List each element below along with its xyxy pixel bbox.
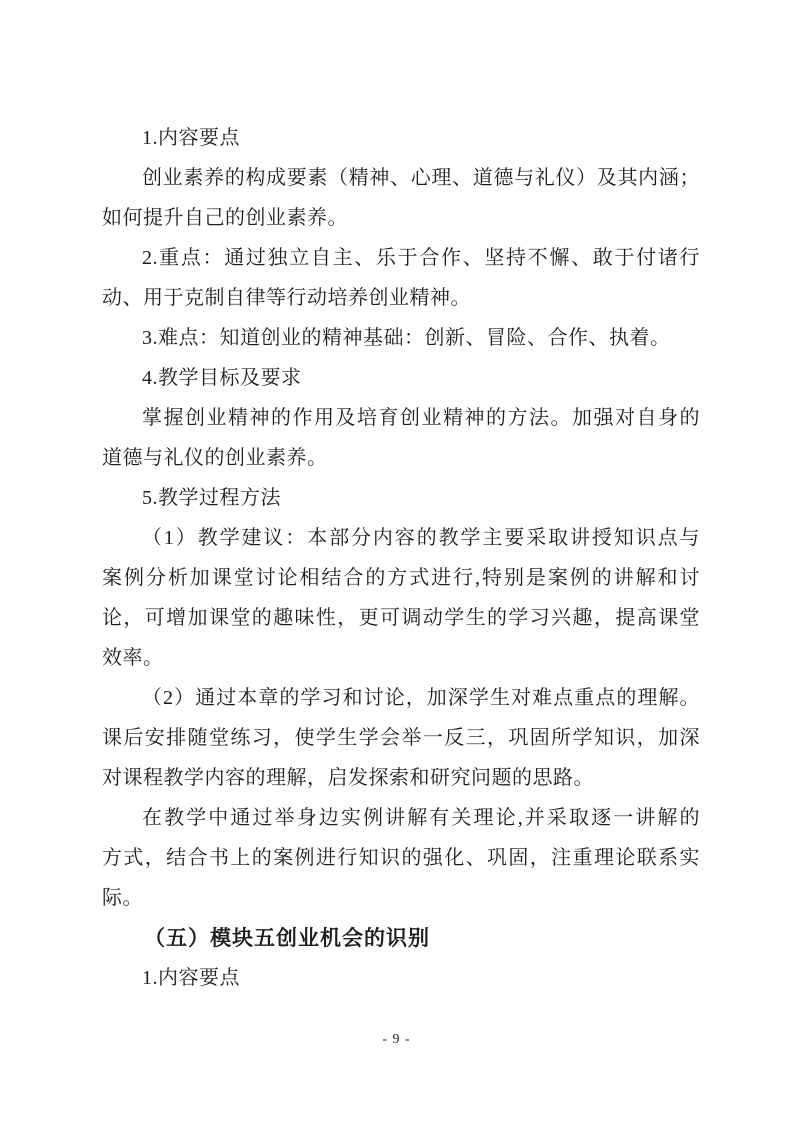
text-line: 在教学中通过举身边实例讲解有关理论,并采取逐一讲解的	[142, 807, 700, 829]
text-line: 4.教学目标及要求	[142, 367, 302, 389]
text-line: 课后安排随堂练习，使学生学会举一反三，巩固所学知识，加深	[102, 727, 700, 749]
page-body	[102, 118, 700, 998]
text-line: （2）通过本章的学习和讨论，加深学生对难点重点的理解。	[142, 687, 700, 709]
text-line: 1.内容要点	[142, 967, 240, 989]
text-line: 案例分析加课堂讨论相结合的方式进行,特别是案例的讲解和讨	[102, 567, 700, 589]
text-line: 方式，结合书上的案例进行知识的强化、巩固，注重理论联系实	[102, 847, 700, 869]
text-line: 际。	[102, 887, 143, 909]
section-heading: （五）模块五创业机会的识别	[144, 926, 430, 950]
text-line: （1）教学建议：本部分内容的教学主要采取讲授知识点与	[142, 527, 700, 549]
page-number: - 9 -	[382, 1032, 411, 1047]
text-line: 如何提升自己的创业素养。	[102, 207, 348, 229]
text-line: 效率。	[102, 647, 164, 669]
text-line: 1.内容要点	[142, 127, 240, 149]
text-line: 2.重点：通过独立自主、乐于合作、坚持不懈、敢于付诸行	[142, 247, 700, 269]
text-line: 掌握创业精神的作用及培育创业精神的方法。加强对自身的	[142, 407, 700, 429]
text-line: 动、用于克制自律等行动培养创业精神。	[102, 287, 471, 309]
text-line: 5.教学过程方法	[142, 487, 281, 509]
text-line: 对课程教学内容的理解，启发探索和研究问题的思路。	[102, 767, 594, 789]
text-line: 道德与礼仪的创业素养。	[102, 447, 328, 469]
text-line: 论，可增加课堂的趣味性，更可调动学生的学习兴趣，提高课堂	[102, 607, 700, 629]
text-line: 3.难点：知道创业的精神基础：创新、冒险、合作、执着。	[142, 327, 671, 349]
text-line: 创业素养的构成要素（精神、心理、道德与礼仪）及其内涵；	[142, 167, 700, 189]
